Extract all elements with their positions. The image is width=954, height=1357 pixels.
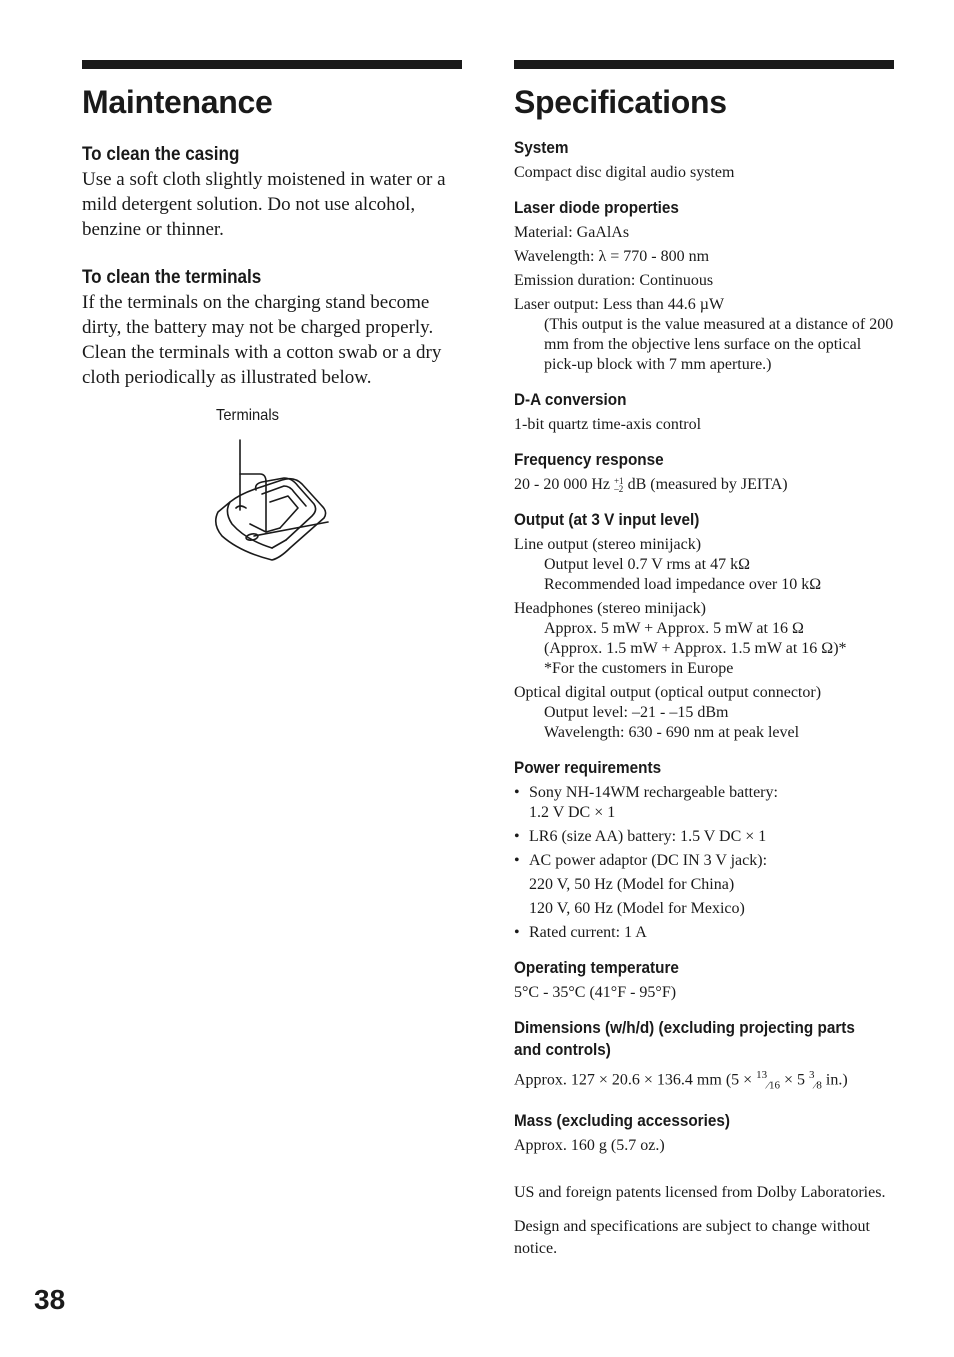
power-item: [514, 851, 894, 919]
laser-emission: Emission duration: Continuous: [514, 272, 714, 289]
da-value: 1-bit quartz time-axis control: [514, 416, 702, 433]
system-heading: System: [514, 138, 569, 157]
terminals-text: If the terminals on the charging stand become dirty, the battery may not be charged properly. Clean the terminals with a cotton swab or a dry cloth periodically as illustrated below.: [82, 292, 442, 388]
bullet: •: [514, 924, 520, 941]
bullet: •: [514, 852, 520, 869]
specifications-column: [514, 60, 894, 1260]
optical-wavelength: Wavelength: 630 - 690 nm at peak level: [544, 724, 800, 741]
power-heading: Power requirements: [514, 758, 662, 777]
dimensions-metric: Approx. 127 × 20.6 × 136.4 mm (5 ×: [514, 1071, 753, 1089]
dimensions-mid: × 5: [784, 1071, 806, 1089]
laser-output: Laser output: Less than 44.6 µW: [514, 296, 725, 313]
headphones-output: Headphones (stereo minijack): [514, 600, 706, 617]
mass-heading: Mass (excluding accessories): [514, 1110, 731, 1130]
power-battery-rating: 1.2 V DC × 1: [529, 804, 616, 821]
casing-text: Use a soft cloth slightly moistened in water or a mild detergent solution. Do not use alcohol, benzine or thinner.: [82, 169, 446, 240]
power-ac-adaptor: AC power adaptor (DC IN 3 V jack):: [529, 852, 768, 869]
tolerance-plus: +1: [613, 476, 624, 487]
optical-level: Output level: –21 - –15 dBm: [544, 704, 729, 721]
title-rule: [82, 60, 462, 69]
frequency-tolerance: [614, 477, 624, 493]
laser-heading: Laser diode properties: [514, 198, 679, 217]
page-number: 38: [34, 1284, 66, 1315]
change-notice: Design and specifications are subject to change without notice.: [514, 1217, 870, 1257]
line-output: Line output (stereo minijack): [514, 536, 702, 553]
frequency-value: [514, 475, 894, 495]
dimensions-heading: Dimensions (w/h/d) (excluding projecting parts: [514, 1018, 855, 1037]
dimensions-unit: in.): [825, 1071, 848, 1089]
system-value: Compact disc digital audio system: [514, 164, 735, 181]
terminals-heading: To clean the terminals: [82, 267, 262, 288]
frequency-range: 20 - 20 000 Hz: [514, 476, 610, 493]
maintenance-column: [82, 60, 462, 390]
line-output-impedance: Recommended load impedance over 10 kΩ: [544, 576, 822, 593]
fraction-denominator: ⁄16: [767, 1079, 781, 1092]
dimensions-heading-cont: and controls): [514, 1040, 611, 1059]
tolerance-minus: –2: [614, 484, 624, 495]
dolby-note: US and foreign patents licensed from Dolby Laboratories.: [514, 1183, 886, 1201]
power-item: [514, 783, 894, 823]
power-item: [514, 827, 894, 847]
da-heading: D-A conversion: [514, 390, 627, 409]
charging-stand-illustration: [210, 432, 340, 567]
laser-wavelength: Wavelength: λ = 770 - 800 nm: [514, 248, 710, 265]
bullet: •: [514, 784, 520, 801]
casing-heading: To clean the casing: [82, 144, 240, 165]
power-rated-current: Rated current: 1 A: [529, 924, 647, 941]
fraction-numerator: 3: [809, 1069, 815, 1081]
power-mexico: 120 V, 60 Hz (Model for Mexico): [529, 900, 745, 917]
power-china: 220 V, 50 Hz (Model for China): [529, 876, 735, 893]
output-heading: Output (at 3 V input level): [514, 510, 700, 529]
headphones-level-europe: (Approx. 1.5 mW + Approx. 1.5 mW at 16 Ω)*: [544, 640, 847, 657]
fraction-denominator: ⁄8: [814, 1079, 822, 1092]
europe-footnote: *For the customers in Europe: [544, 660, 734, 677]
optical-output: Optical digital output (optical output connector): [514, 684, 822, 701]
mass-value: Approx. 160 g (5.7 oz.): [514, 1136, 665, 1154]
headphones-level: Approx. 5 mW + Approx. 5 mW at 16 Ω: [544, 620, 804, 637]
maintenance-title: Maintenance: [82, 84, 273, 120]
fraction-numerator: 13: [756, 1069, 768, 1081]
figure-label: Terminals: [216, 407, 279, 424]
laser-note: (This output is the value measured at a distance of 200 mm from the objective lens surface on the optical pick-up block with 7 mm aperture.): [544, 316, 894, 373]
title-rule: [514, 60, 894, 69]
specifications-title: Specifications: [514, 84, 727, 120]
temperature-heading: Operating temperature: [514, 958, 679, 977]
temperature-value: 5°C - 35°C (41°F - 95°F): [514, 984, 677, 1001]
bullet: •: [514, 828, 520, 845]
line-output-level: Output level 0.7 V rms at 47 kΩ: [544, 556, 750, 573]
frequency-heading: Frequency response: [514, 450, 664, 469]
frequency-unit: dB (measured by JEITA): [627, 476, 788, 493]
power-battery: Sony NH-14WM rechargeable battery:: [529, 784, 778, 801]
power-item: [514, 923, 894, 943]
dimensions-value: [514, 1065, 894, 1096]
power-lr6: LR6 (size AA) battery: 1.5 V DC × 1: [529, 828, 767, 845]
laser-material: Material: GaAlAs: [514, 224, 630, 241]
